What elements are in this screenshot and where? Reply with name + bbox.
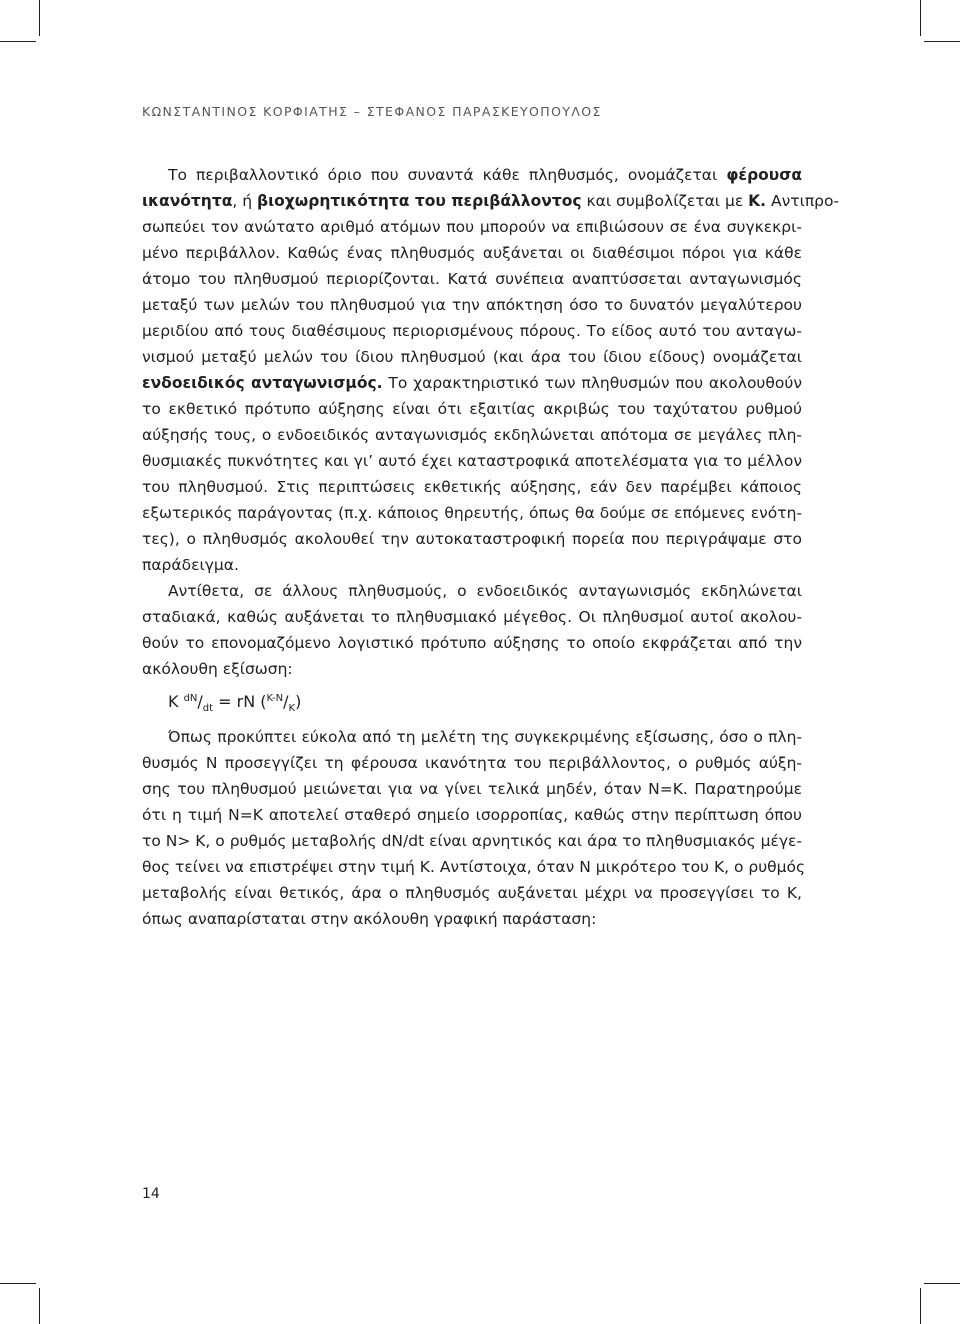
crop-mark-top-left-h [0, 41, 36, 42]
text-line: ενδοειδικός ανταγωνισμός. Το χαρακτηριστικό των πληθυσμών που ακολουθούν [142, 374, 802, 392]
text-line: σωπεύει τον ανώτατο αριθμό ατόμων που μπορούν να επιβιώσουν σε ένα συγκεκρι- [142, 218, 802, 236]
text-line: ότι η τιμή Ν=Κ αποτελεί σταθερό σημείο ισορροπίας, καθώς στην περίπτωση όπου [142, 806, 802, 824]
text-line: Όπως προκύπτει εύκολα από τη μελέτη της συγκεκριμένης εξίσωσης, όσο ο πλη- [168, 728, 802, 746]
bold-term: βιοχωρητικότητα του περιβάλλοντος [256, 192, 582, 210]
text-line: νισμού μεταξύ μελών του ίδιου πληθυσμού (και άρα του ίδιου είδους) ονομάζεται [142, 348, 802, 366]
text-line: σταδιακά, καθώς αυξάνεται το πληθυσμιακό μέγεθος. Οι πληθυσμοί αυτοί ακολου- [142, 608, 802, 626]
text-line: το Ν> Κ, ο ρυθμός μεταβολής dN/dt είναι αρνητικός και άρα το πληθυσμιακός μέγε- [142, 832, 802, 850]
text-line: εξωτερικός παράγοντας (π.χ. κάποιος θηρευτής, όπως θα δούμε σε επόμενες ενότη- [142, 504, 802, 522]
text-line: το εκθετικό πρότυπο αύξησης είναι ότι εξαιτίας ακριβώς του ταχύτατου ρυθμού [142, 400, 802, 418]
crop-mark-top-right [920, 0, 921, 36]
text-line: άτομο του πληθυσμού περιορίζονται. Κατά συνέπεια αναπτύσσεται ανταγωνισμός [142, 270, 802, 288]
bold-term: ικανότητα [142, 192, 233, 210]
text-line: θυσμός Ν προσεγγίζει τη φέρουσα ικανότητα του περιβάλλοντος, ο ρυθμός αύξη- [142, 754, 802, 772]
crop-mark-bottom-right-h [924, 1283, 960, 1284]
text-line: όπως αναπαρίσταται στην ακόλουθη γραφική παράσταση: [142, 910, 597, 928]
text-line: παράδειγμα. [142, 556, 239, 574]
bold-term: φέρουσα [726, 166, 802, 184]
text-line: θυσμιακές πυκνότητες και γι’ αυτό έχει καταστροφικά αποτελέσματα για το μέλλον [142, 452, 802, 470]
text-line: αύξησής τους, ο ενδοειδικός ανταγωνισμός εκδηλώνεται απότομα σε μεγάλες πλη- [142, 426, 802, 444]
bold-term: ενδοειδικός ανταγωνισμός. [142, 374, 383, 392]
text-line: μένο περιβάλλον. Καθώς ένας πληθυσμός αυξάνεται οι διαθέσιμοι πόροι για κάθε [142, 244, 802, 262]
text-line: μεταβολής είναι θετικός, άρα ο πληθυσμός αυξάνεται μέχρι να προσεγγίσει το Κ, [142, 884, 802, 902]
logistic-equation: K $^{dN}/_{dt}$ = rN $(^{K-N}/_K)$ [168, 692, 302, 714]
text-line: σης του πληθυσμού μειώνεται για να γίνει τελικά μηδέν, όταν Ν=Κ. Παρατηρούμε [142, 780, 802, 798]
crop-mark-bottom-left [39, 1288, 40, 1324]
text-line: Αντίθετα, σε άλλους πληθυσμούς, ο ενδοειδικός ανταγωνισμός εκδηλώνεται [168, 582, 802, 600]
text-line: ακόλουθη εξίσωση: [142, 660, 293, 678]
text-line: του πληθυσμού. Στις περιπτώσεις εκθετικής αύξησης, εάν δεν παρέμβει κάποιος [142, 478, 802, 496]
text-line: τες), ο πληθυσμός ακολουθεί την αυτοκαταστροφική πορεία που περιγράψαμε στο [142, 530, 802, 548]
text-line: θος τείνει να επιστρέψει στην τιμή Κ. Αντίστοιχα, όταν Ν μικρότερο του Κ, ο ρυθμός [142, 858, 806, 876]
page-number: 14 [142, 1186, 160, 1202]
crop-mark-top-left [39, 0, 40, 36]
crop-mark-bottom-right [920, 1288, 921, 1324]
running-head: ΚΩΝΣΤΑΝΤΙΝΟΣ ΚΟΡΦΙΑΤΗΣ – ΣΤΕΦΑΝΟΣ ΠΑΡΑΣΚΕΥΟΠΟΥΛΟΣ [142, 104, 602, 119]
text-line: θούν το επονομαζόμενο λογιστικό πρότυπο αύξησης το οποίο εκφράζεται από την [142, 634, 802, 652]
text-line: μεριδίου από τους διαθέσιμους περιορισμένους πόρους. Το είδος αυτό του ανταγω- [142, 322, 802, 340]
crop-mark-top-right-h [924, 41, 960, 42]
text-line: μεταξύ των μελών του πληθυσμού για την απόκτηση όσο το δυνατόν μεγαλύτερου [142, 296, 802, 314]
text-line: Το περιβαλλοντικό όριο που συναντά κάθε πληθυσμός, ονομάζεται φέρουσα [168, 166, 802, 184]
crop-mark-bottom-left-h [0, 1283, 36, 1284]
text-line: ικανότητα, ή βιοχωρητικότητα του περιβάλλοντος και συμβολίζεται με Κ. Αντιπρο- [142, 192, 840, 210]
bold-term: Κ. [748, 192, 767, 210]
